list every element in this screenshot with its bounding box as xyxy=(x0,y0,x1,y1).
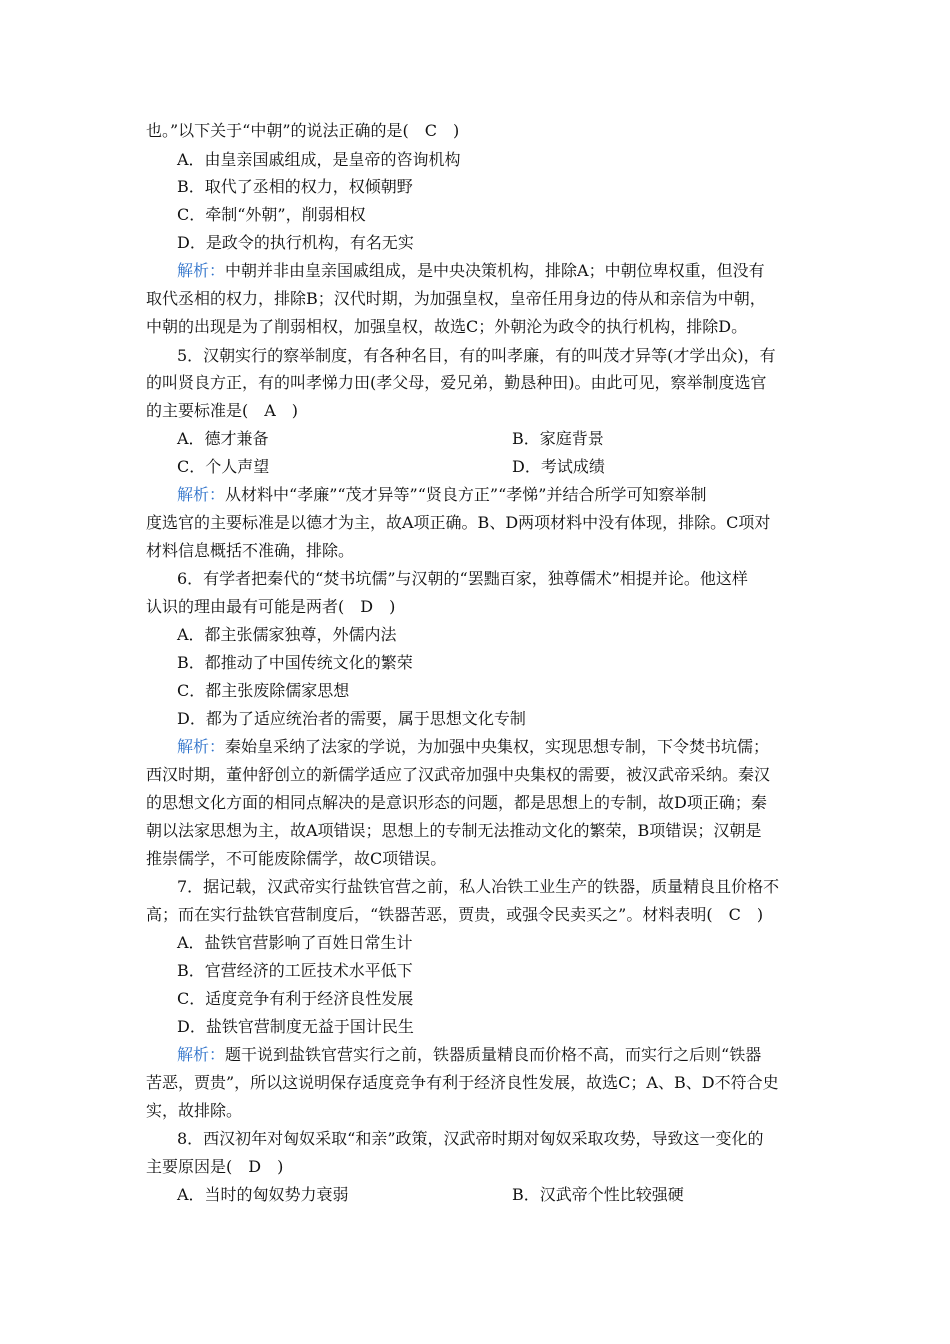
text-line xyxy=(146,1073,779,1093)
line-text: 西汉时期，董仲舒创立的新儒学适应了汉武帝加强中央集权的需要，被汉武帝采纳。秦汉 xyxy=(146,765,771,784)
line-text: C．牵制“外朝”，削弱相权 xyxy=(177,205,366,224)
line-text: A．当时的匈奴势力衰弱 xyxy=(177,1185,349,1204)
text-line xyxy=(177,681,349,701)
line-text: 中朝的出现是为了削弱相权，加强皇权，故选C；外朝沦为政令的执行机构，排除D。 xyxy=(146,317,748,336)
line-text: 中朝并非由皇亲国戚组成，是中央决策机构，排除A；中朝位卑权重，但没有 xyxy=(225,261,765,280)
text-line xyxy=(177,569,748,589)
line-text: D．盐铁官营制度无益于国计民生 xyxy=(177,1017,414,1036)
explanation-label: 解析： xyxy=(177,261,226,280)
line-text: 8．西汉初年对匈奴采取“和亲”政策，汉武帝时期对匈奴采取攻势，导致这一变化的 xyxy=(177,1129,764,1148)
line-text: 题干说到盐铁官营实行之前，铁器质量精良而价格不高，而实行之后则“铁器 xyxy=(225,1045,762,1064)
line-text: 推崇儒学，不可能废除儒学，故C项错误。 xyxy=(146,849,447,868)
line-text: D．是政令的执行机构，有名无实 xyxy=(177,233,414,252)
text-line xyxy=(177,1129,764,1149)
explanation-label: 解析： xyxy=(177,1045,226,1064)
line-text: B．官营经济的工匠技术水平低下 xyxy=(177,961,413,980)
line-text: A．都主张儒家独尊，外儒内法 xyxy=(177,625,397,644)
line-text: 认识的理由最有可能是两者( D ) xyxy=(146,597,396,616)
line-text: B．取代了丞相的权力，权倾朝野 xyxy=(177,177,413,196)
text-line xyxy=(146,821,761,841)
text-line xyxy=(177,205,366,225)
line-text: 秦始皇采纳了法家的学说，为加强中央集权，实现思想专制，下令焚书坑儒； xyxy=(225,737,770,756)
option-right xyxy=(512,457,605,477)
text-line xyxy=(146,849,446,869)
explanation-line xyxy=(177,737,769,757)
text-line xyxy=(177,346,776,366)
line-text: A．由皇亲国戚组成，是皇帝的咨询机构 xyxy=(177,150,461,169)
text-line xyxy=(177,625,397,645)
text-line xyxy=(177,429,269,449)
line-text: C．都主张废除儒家思想 xyxy=(177,681,350,700)
explanation-label: 解析： xyxy=(177,485,226,504)
explanation-line xyxy=(177,1045,761,1065)
line-text: B．汉武帝个性比较强硬 xyxy=(512,1185,684,1204)
text-line xyxy=(177,933,413,953)
line-text: 的主要标准是( A ) xyxy=(146,401,299,420)
text-line xyxy=(146,513,770,533)
text-line xyxy=(177,457,269,477)
text-line xyxy=(146,765,770,785)
line-text: 实，故排除。 xyxy=(146,1101,243,1120)
text-line xyxy=(146,289,766,309)
text-line xyxy=(177,150,461,170)
text-line xyxy=(146,373,767,393)
option-right xyxy=(512,429,604,449)
text-line xyxy=(146,1101,242,1121)
line-text: C．适度竞争有利于经济良性发展 xyxy=(177,989,414,1008)
line-text: 的思想文化方面的相同点解决的是意识形态的问题，都是思想上的专制，故D项正确；秦 xyxy=(146,793,767,812)
text-line xyxy=(146,1157,283,1177)
line-text: 材料信息概括不准确，排除。 xyxy=(146,541,355,560)
text-line xyxy=(177,653,413,673)
text-line xyxy=(146,317,747,337)
explanation-label: 解析： xyxy=(177,737,226,756)
text-line xyxy=(177,177,413,197)
text-line xyxy=(177,233,414,253)
line-text: 从材料中“孝廉”“茂才异等”“贤良方正”“孝悌”并结合所学可知察举制 xyxy=(225,485,707,504)
line-text: 5．汉朝实行的察举制度，有各种名目，有的叫孝廉，有的叫茂才异等(才学出众)，有 xyxy=(177,346,776,365)
line-text: 主要原因是( D ) xyxy=(146,1157,284,1176)
line-text: 苦恶，贾贵”，所以这说明保存适度竞争有利于经济良性发展，故选C；A、B、D不符合史 xyxy=(146,1073,779,1092)
line-text: B．都推动了中国传统文化的繁荣 xyxy=(177,653,413,672)
text-line xyxy=(177,1185,349,1205)
explanation-line xyxy=(177,261,765,281)
line-text: A．盐铁官营影响了百姓日常生计 xyxy=(177,933,413,952)
text-line xyxy=(146,597,395,617)
line-text: 朝以法家思想为主，故A项错误；思想上的专制无法推动文化的繁荣，B项错误；汉朝是 xyxy=(146,821,762,840)
line-text: 7．据记载，汉武帝实行盐铁官营之前，私人冶铁工业生产的铁器，质量精良且价格不 xyxy=(177,877,780,896)
text-line xyxy=(177,961,413,981)
text-line xyxy=(146,541,354,561)
text-line xyxy=(177,989,413,1009)
text-line xyxy=(177,877,779,897)
line-text: 的叫贤良方正，有的叫孝悌力田(孝父母，爱兄弟，勤恳种田)。由此可见，察举制度选官 xyxy=(146,373,767,392)
explanation-line xyxy=(177,485,706,505)
text-line xyxy=(177,709,526,729)
line-text: D．都为了适应统治者的需要，属于思想文化专制 xyxy=(177,709,526,728)
line-text: 度选官的主要标准是以德才为主，故A项正确。B、D两项材料中没有体现，排除。C项对 xyxy=(146,513,771,532)
option-right xyxy=(512,1185,684,1205)
text-line xyxy=(146,401,298,421)
text-line xyxy=(146,121,459,141)
line-text: D．考试成绩 xyxy=(512,457,605,476)
line-text: B．家庭背景 xyxy=(512,429,604,448)
text-line xyxy=(146,793,767,813)
text-line xyxy=(146,905,763,925)
line-text: A．德才兼备 xyxy=(177,429,269,448)
line-text: 高；而在实行盐铁官营制度后，“铁器苦恶，贾贵，或强令民卖买之”。材料表明( C ) xyxy=(146,905,764,924)
line-text: 6．有学者把秦代的“焚书坑儒”与汉朝的“罢黜百家，独尊儒术”相提并论。他这样 xyxy=(177,569,748,588)
line-text: 取代丞相的权力，排除B；汉代时期，为加强皇权，皇帝任用身边的侍从和亲信为中朝， xyxy=(146,289,766,308)
text-line xyxy=(177,1017,414,1037)
line-text: 也。”以下关于“中朝”的说法正确的是( C ) xyxy=(146,121,460,140)
line-text: C．个人声望 xyxy=(177,457,270,476)
